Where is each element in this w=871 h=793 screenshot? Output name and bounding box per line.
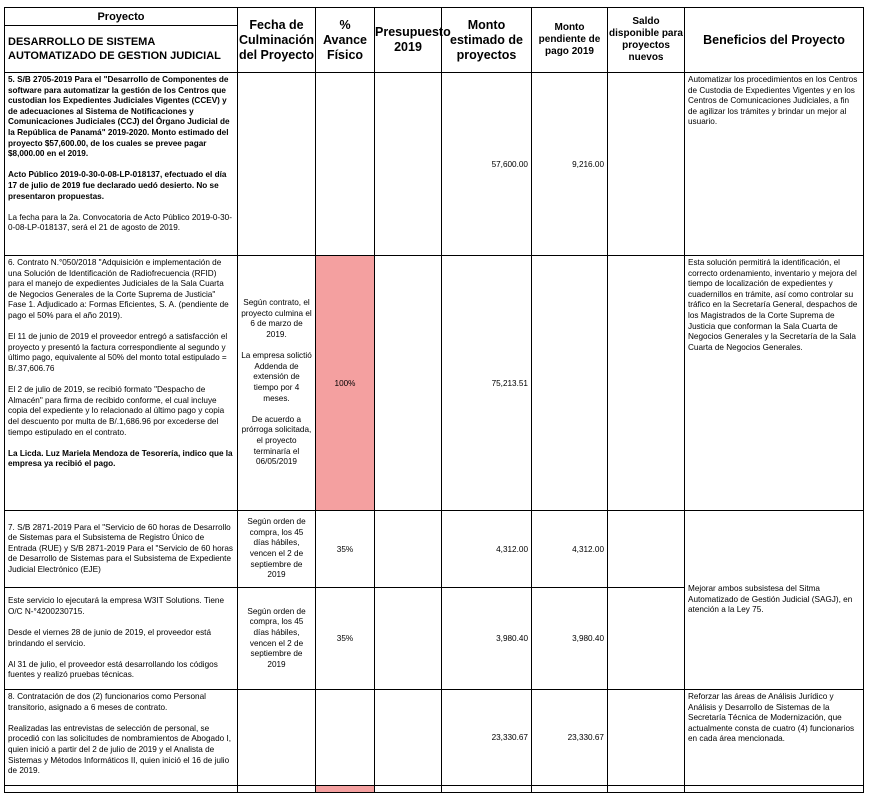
table-row [5, 690, 864, 786]
header-fecha: Fecha de Culminación del Proyecto [238, 8, 316, 73]
beneficios-5: Automatizar los procedimientos en los Centros de Custodia de Expedientes Vigentes y en los Centros de Comunicaciones Judiciales, a fin de agilizar los trámites y brindar un mejor al usuario. [685, 73, 864, 256]
project-cell-8 [5, 690, 238, 786]
tail-cell-8 [685, 786, 864, 793]
fecha-6-text-1: Según contrato, el proyecto culmina el 6 de marzo de 2019. [241, 298, 312, 340]
saldo-cell-7b [608, 588, 685, 690]
monto-pendiente-6 [532, 256, 608, 511]
monto-pendiente-7a: 4,312.00 [532, 511, 608, 588]
header-proyecto: Proyecto [5, 8, 238, 26]
avance-6: 100% [316, 256, 375, 511]
monto-pendiente-7b: 3,980.40 [532, 588, 608, 690]
monto-estimado-6: 75,213.51 [442, 256, 532, 511]
avance-cell-8 [316, 690, 375, 786]
project-7-text-3: Desde el viernes 28 de junio de 2019, el proveedor está brindando el servicio. [8, 627, 212, 648]
fecha-6-text-2: La empresa solictió Addenda de extensión de tiempo por 4 meses. [241, 351, 312, 403]
saldo-cell-8 [608, 690, 685, 786]
tail-cell-1 [5, 786, 238, 793]
project-5-text-2: Acto Público 2019-0-30-0-08-LP-018137, efectuado el día 17 de julio de 2019 fue declarado uedó desierto. No se presentaron propuestas. [8, 170, 227, 201]
saldo-cell-7a [608, 511, 685, 588]
project-5-text-3: La fecha para la 2a. Convocatoria de Acto Público 2019-0-30-0-08-LP-018137, será el 21 de agosto de 2019. [8, 212, 232, 233]
fecha-7b: Según orden de compra, los 45 días hábiles, vencen el 2 de septiembre de 2019 [238, 588, 316, 690]
table-row [5, 511, 864, 588]
fecha-cell-6 [238, 256, 316, 511]
project-cell-7b [5, 588, 238, 690]
projects-table [4, 7, 864, 793]
beneficios-7: Mejorar ambos subsistesa del Sitma Automatizado de Gestión Judicial (SAGJ), en atención a la Ley 75. [685, 511, 864, 690]
monto-estimado-8: 23,330.67 [442, 690, 532, 786]
beneficios-6: Esta solución permitirá la identificación, el correcto ordenamiento, inventario y mejora del tiempo de localización de expedientes y cuadernillos en trámite, así como controlar su tráfico en la Secretaría General, despachos de los Magistrados de la Corte Suprema de Justicia que conforman la Sala Cuarta de Negocios Generales y la Secretaría de la Sala Cuarta de Negocios Generales. [685, 256, 864, 511]
header-presupuesto: Presupuesto 2019 [375, 8, 442, 73]
presupuesto-cell-6 [375, 256, 442, 511]
project-6-text-4: La Licda. Luz Mariela Mendoza de Tesorería, indico que la empresa ya recibió el pago. [8, 448, 233, 469]
section-title: DESARROLLO DE SISTEMA AUTOMATIZADO DE GESTION JUDICIAL [5, 26, 238, 73]
project-6-text-2: El 11 de junio de 2019 el proveedor entregó a satisfacción el proyecto y presentó la factura correspondiente al segundo y último pago, equivalente al 50% del monto total estipulado = B/.37,606.76 [8, 332, 228, 373]
saldo-cell-6 [608, 256, 685, 511]
fecha-cell-8 [238, 690, 316, 786]
presupuesto-cell-7a [375, 511, 442, 588]
monto-estimado-7b: 3,980.40 [442, 588, 532, 690]
fecha-cell-5 [238, 73, 316, 256]
header-avance: % Avance Físico [316, 8, 375, 73]
beneficios-8: Reforzar las áreas de Análisis Jurídico y Análisis y Desarrollo de Sistemas de la Secretaría Técnica de Modernización, que actualmente consta de cuatro (4) funcionarios en cada área mencionada. [685, 690, 864, 786]
header-monto-pendiente: Monto pendiente de pago 2019 [532, 8, 608, 73]
header-saldo: Saldo disponible para proyectos nuevos [608, 8, 685, 73]
table-row [5, 73, 864, 256]
project-7-text-4: Al 31 de julio, el proveedor está desarrollando los códigos fuentes y realizó pruebas técnicas. [8, 659, 218, 680]
avance-7b: 35% [316, 588, 375, 690]
project-7-text-1: 7. S/B 2871-2019 Para el "Servicio de 60 horas de Desarrollo de Sistemas para el Subsistema de Registro Único de Entrada (RUE) y S/B 2871-2019 Para el "Servicio de 60 horas de Desarrollo de Sistemas para el Subsistema de Expediente Judicial Electrónico (EJE) [8, 522, 233, 574]
monto-estimado-7a: 4,312.00 [442, 511, 532, 588]
project-6-text-3: El 2 de julio de 2019, se recibió formato "Despacho de Almacén" para firma de recibido conforme, el cual incluye copia del expediente y lo relacionado al último pago y copia del descuento por multa de B/.1,686.96 por excederse del tiempo estipulado en el contrato. [8, 385, 225, 437]
presupuesto-cell-5 [375, 73, 442, 256]
table-row [5, 256, 864, 511]
tail-cell-4 [375, 786, 442, 793]
monto-estimado-5: 57,600.00 [442, 73, 532, 256]
tail-cell-7 [608, 786, 685, 793]
header-monto-estimado: Monto estimado de proyectos [442, 8, 532, 73]
tail-cell-3 [316, 786, 375, 793]
project-5-text-1: 5. S/B 2705-2019 Para el "Desarrollo de Componentes de software para automatizar la gestión de los Centros que custodian los Expedientes Judiciales Vigentes (CCEV) y de adecuaciones al Sistema de Notificaciones y Comunicaciones Judiciales (CCJ) del Órgano Judicial de la República de Panamá" 2019-2020. Monto estimado del proyecto $57,600.00, de los cuales se prevee pagar $8,000.00 en el 2019. [8, 75, 230, 159]
header-beneficios: Beneficios del Proyecto [685, 8, 864, 73]
tail-cell-6 [532, 786, 608, 793]
monto-pendiente-8: 23,330.67 [532, 690, 608, 786]
project-cell-5 [5, 73, 238, 256]
project-7-text-2: Este servicio lo ejecutará la empresa W3IT Solutions. Tiene O/C N-°4200230715. [8, 596, 225, 616]
presupuesto-cell-7b [375, 588, 442, 690]
monto-pendiente-5: 9,216.00 [532, 73, 608, 256]
avance-cell-5 [316, 73, 375, 256]
saldo-cell-5 [608, 73, 685, 256]
fecha-7a: Según orden de compra, los 45 días hábiles, vencen el 2 de septiembre de 2019 [238, 511, 316, 588]
project-8-text-2: Realizadas las entrevistas de selección de personal, se procedió con las solicitudes de nombramientos de Abogado I, quien inició a partir del 2 de julio de 2019 y el Analista de Sistemas y Métodos Informáticos II, quien inició el 16 de julio de 2019. [8, 723, 232, 776]
table-row [5, 786, 864, 793]
tail-cell-2 [238, 786, 316, 793]
presupuesto-cell-8 [375, 690, 442, 786]
avance-7a: 35% [316, 511, 375, 588]
fecha-6-text-3: De acuerdo a prórroga solicitada, el proyecto terminaría el 06/05/2019 [241, 414, 312, 467]
project-cell-7a [5, 511, 238, 588]
project-8-text-1: 8. Contratación de dos (2) funcionarios como Personal transitorio, asignado a 6 meses de contrato. [8, 692, 206, 712]
project-cell-6 [5, 256, 238, 511]
tail-cell-5 [442, 786, 532, 793]
project-6-text-1: 6. Contrato N.°050/2018 "Adquisición e implementación de una Solución de Identificación de Radiofrecuencia (RFID) para el manejo de expedientes Judiciales de la Sala Cuarta de Negocios Generales de la Corte Suprema de Justicia" Fase 1. Adjudicado a: Formas Eficientes, S. A. (pendiente de pago el 50% para el año 2019). [8, 258, 229, 320]
